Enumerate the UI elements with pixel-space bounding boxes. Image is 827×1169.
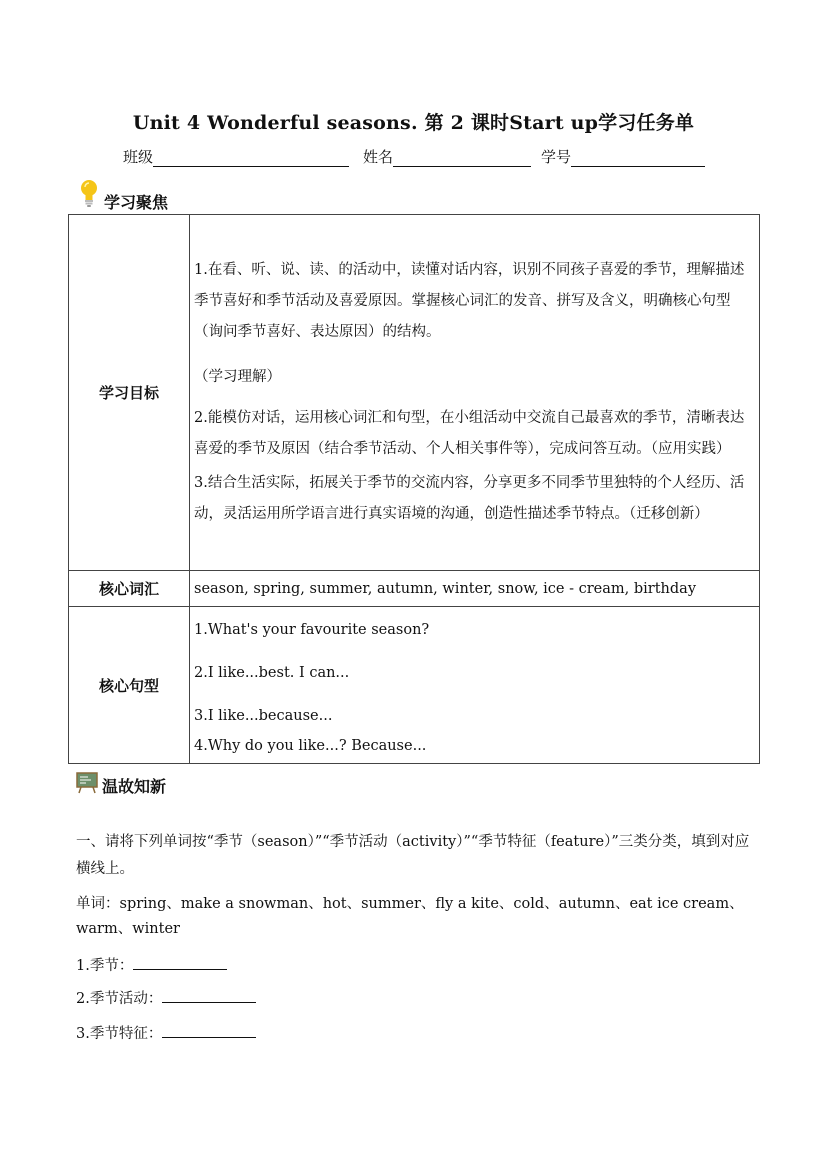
- review-heading-text: 温故知新: [102, 776, 167, 796]
- word-list: 单词：spring、make a snowman、hot、summer、fly a kite、cold、autumn、eat ice cream、warm、winter: [76, 896, 744, 937]
- feature-blank[interactable]: [162, 1021, 256, 1038]
- answer-line-season: [76, 953, 227, 978]
- learning-focus-table: [68, 214, 760, 764]
- sentences-content: [190, 607, 760, 764]
- answer-line-activity: [76, 986, 256, 1011]
- focus-heading-text: 学习聚焦: [104, 193, 169, 212]
- page-title: Unit 4 Wonderful seasons. 第 2 课时Start up学习任务单: [132, 112, 695, 134]
- goals-row: [69, 215, 760, 571]
- sentences-label: 核心句型: [69, 607, 190, 764]
- id-label: 学号: [541, 148, 572, 166]
- answer-label-activity: 2.季节活动：: [76, 991, 163, 1007]
- answer-label-season: 1.季节：: [76, 958, 134, 974]
- goals-label: 学习目标: [69, 215, 190, 571]
- blackboard-icon: [76, 772, 98, 798]
- id-blank[interactable]: [571, 149, 705, 167]
- student-info-row: [123, 146, 711, 167]
- answer-line-feature: [76, 1021, 256, 1046]
- task-instruction: 一、请将下列单词按“季节（season）”“季节活动（activity）”“季节特征（feature）”三类分类，填到对应横线上。: [76, 834, 750, 877]
- sentence-item: 1.What's your favourite season?: [194, 622, 430, 638]
- name-label: 姓名: [363, 148, 394, 166]
- lightbulb-icon: [78, 178, 100, 212]
- name-blank[interactable]: [393, 149, 531, 167]
- goal-item: 1.在看、听、说、读、的活动中，读懂对话内容，识别不同孩子喜爱的季节，理解描述季节喜好和季节活动及喜爱原因。掌握核心词汇的发音、拼写及含义，明确核心句型（询问季节喜好、表达原因）的结构。: [194, 262, 745, 340]
- goal-item: （学习理解）: [194, 369, 281, 385]
- review-heading: [76, 772, 166, 798]
- focus-heading: [78, 176, 168, 213]
- vocab-content: season, spring, summer, autumn, winter, snow, ice - cream, birthday: [190, 571, 760, 607]
- class-blank[interactable]: [153, 149, 349, 167]
- season-blank[interactable]: [133, 953, 227, 970]
- sentences-row: [69, 607, 760, 764]
- sentence-item: 3.I like...because...: [194, 708, 333, 724]
- goal-item: 3.结合生活实际，拓展关于季节的交流内容，分享更多不同季节里独特的个人经历、活动，灵活运用所学语言进行真实语境的沟通，创造性描述季节特点。（迁移创新）: [194, 475, 745, 522]
- sentence-item: 2.I like...best. I can...: [194, 665, 350, 681]
- vocab-label: 核心词汇: [69, 571, 190, 607]
- answer-label-feature: 3.季节特征：: [76, 1026, 163, 1042]
- sentence-item: 4.Why do you like...? Because...: [194, 738, 427, 754]
- goal-item: 2.能模仿对话，运用核心词汇和句型，在小组活动中交流自己最喜欢的季节，清晰表达喜爱的季节及原因（结合季节活动、个人相关事件等），完成问答互动。（应用实践）: [194, 410, 745, 457]
- goals-content: [190, 215, 760, 571]
- class-label: 班级: [123, 148, 154, 166]
- activity-blank[interactable]: [162, 986, 256, 1003]
- vocab-row: [69, 571, 760, 607]
